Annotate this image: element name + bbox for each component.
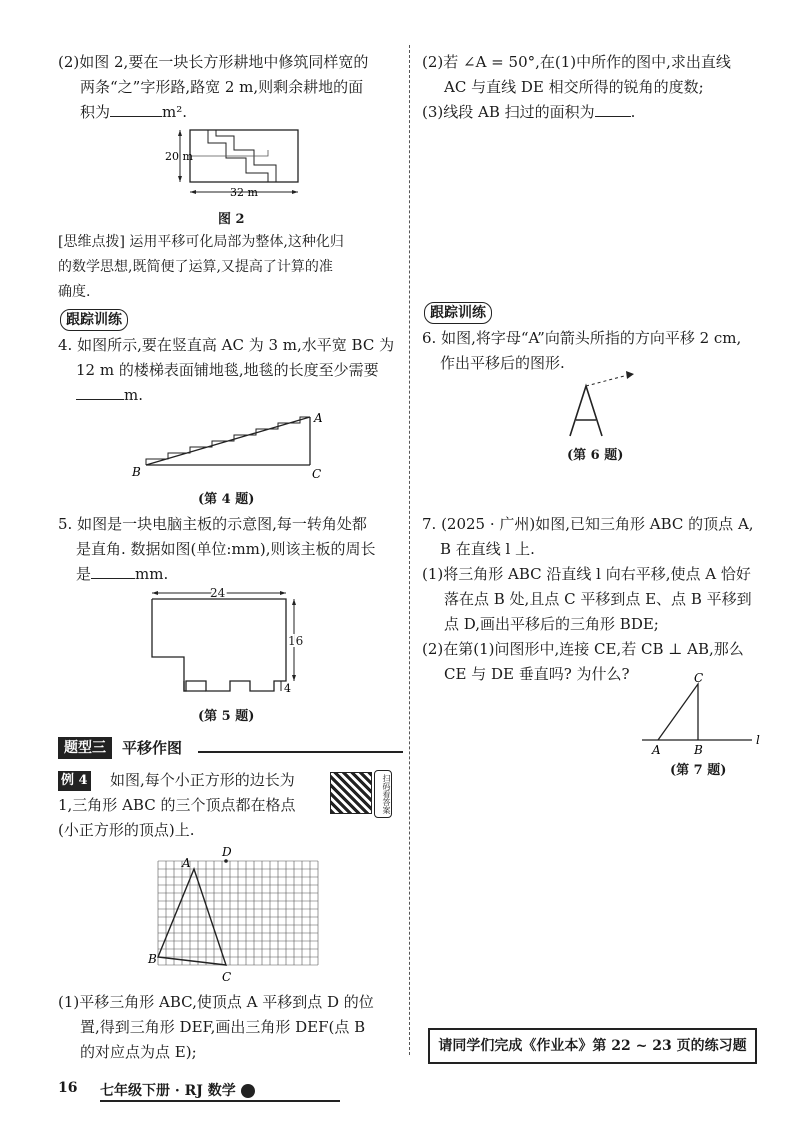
q4-line-3: m. bbox=[76, 383, 143, 408]
ex-q1-line-3: 的对应点为点 E); bbox=[80, 1043, 197, 1061]
q7-line-4: 落在点 B 处,且点 C 平移到点 E、点 B 平移到 bbox=[444, 590, 752, 608]
section-title: 平移作图 bbox=[122, 739, 183, 757]
page-number: 16 bbox=[58, 1080, 78, 1096]
answer-blank bbox=[91, 578, 135, 579]
fig2-label-32: 32 m bbox=[230, 186, 258, 199]
rq2-line-2: AC 与直线 DE 相交所得的锐角的度数; bbox=[444, 78, 704, 96]
grid-label-c: C bbox=[222, 970, 232, 984]
qr-code[interactable] bbox=[330, 772, 372, 814]
q7-line-3: (1)将三角形 ABC 沿直线 l 向右平移,使点 A 恰好 bbox=[422, 565, 751, 583]
section-rule bbox=[198, 751, 403, 753]
tip-line-2: 的数学思想,既简便了运算,又提高了计算的准 bbox=[58, 259, 333, 275]
fig7-caption: (第 7 题) bbox=[670, 763, 727, 778]
fig2-caption: 图 2 bbox=[218, 212, 245, 227]
fig7-label-a: A bbox=[652, 743, 661, 757]
grid-label-d: D bbox=[222, 845, 232, 859]
answer-blank bbox=[76, 399, 124, 400]
rq2-line-1: (2)若 ∠A = 50°,在(1)中所作的图中,求出直线 bbox=[422, 53, 731, 71]
qr-caption: 扫码看答案 bbox=[374, 770, 392, 818]
column-divider bbox=[409, 45, 410, 1055]
grid-label-a: A bbox=[182, 856, 191, 870]
answer-blank bbox=[110, 116, 162, 117]
fig7-label-l: l bbox=[756, 733, 760, 747]
ex-q1-line-1: (1)平移三角形 ABC,使顶点 A 平移到点 D 的位 bbox=[58, 993, 374, 1011]
fig5-label-4: 4 bbox=[284, 682, 291, 695]
tip-line-1: [思维点拨] 运用平移可化局部为整体,这种化归 bbox=[58, 234, 344, 250]
q7-line-6: (2)在第(1)问图形中,连接 CE,若 CB ⊥ AB,那么 bbox=[422, 640, 744, 658]
q6-line-1: 6. 如图,将字母“A”向箭头所指的方向平移 2 cm, bbox=[422, 329, 742, 347]
q2-line-2: 两条“之”字形路,路宽 2 m,则剩余耕地的面 bbox=[80, 78, 364, 96]
example-grid-figure bbox=[146, 845, 326, 985]
point-d bbox=[224, 859, 228, 863]
figure-5-board bbox=[146, 585, 306, 700]
figure-4-stairs bbox=[130, 410, 330, 485]
q5-line-3: 是 mm. bbox=[76, 565, 169, 583]
section-label: 题型三 bbox=[58, 737, 112, 759]
homework-note: 请同学们完成《作业本》第 22 ~ 23 页的练习题 bbox=[428, 1028, 757, 1064]
fig4-label-b: B bbox=[132, 465, 141, 479]
q7-line-1: 7. (2025 · 广州)如图,已知三角形 ABC 的顶点 A, bbox=[422, 515, 754, 533]
answer-blank bbox=[595, 116, 631, 117]
grid-lines bbox=[158, 861, 318, 965]
fig6-caption: (第 6 题) bbox=[567, 448, 624, 463]
figure-7-triangle bbox=[640, 672, 770, 757]
q2-line-1: (2)如图 2,要在一块长方形耕地中修筑同样宽的 bbox=[58, 53, 369, 71]
fig4-label-c: C bbox=[312, 467, 322, 481]
logo-icon bbox=[241, 1084, 255, 1098]
q7-line-5: 点 D,画出平移后的三角形 BDE; bbox=[444, 615, 659, 633]
q5-line-2: 是直角. 数据如图(单位:mm),则该主板的周长 bbox=[76, 540, 376, 558]
q6-line-2: 作出平移后的图形. bbox=[440, 354, 565, 372]
example-line-1: 如图,每个小正方形的边长为 bbox=[110, 771, 295, 789]
rq3-line: (3)线段 AB 扫过的面积为 . bbox=[422, 103, 636, 121]
example-line-2: 1,三角形 ABC 的三个顶点都在格点 bbox=[58, 796, 296, 814]
q4-line-2: 12 m 的楼梯表面铺地毯,地毯的长度至少需要 bbox=[76, 361, 379, 379]
fig5-label-16: 16 bbox=[288, 634, 304, 648]
arrow-head-icon bbox=[626, 371, 634, 379]
example-label: 例 4 bbox=[58, 771, 91, 791]
q2-line-3: 积为 m². bbox=[80, 103, 188, 121]
fig2-label-20: 20 m bbox=[165, 150, 193, 163]
fig5-caption: (第 5 题) bbox=[198, 709, 255, 724]
fig4-label-a: A bbox=[314, 411, 323, 425]
figure-2 bbox=[165, 128, 308, 210]
fig7-label-b: B bbox=[694, 743, 703, 757]
q7-line-7: CE 与 DE 垂直吗? 为什么? bbox=[444, 665, 630, 683]
q7-line-2: B 在直线 l 上. bbox=[440, 540, 535, 558]
tracking-training-tag: 跟踪训练 bbox=[60, 309, 128, 331]
fig4-caption: (第 4 题) bbox=[198, 492, 255, 507]
tracking-training-tag-2: 跟踪训练 bbox=[424, 302, 492, 324]
section-header bbox=[58, 737, 403, 759]
fig7-label-c: C bbox=[694, 671, 704, 685]
example-line-3: (小正方形的顶点)上. bbox=[58, 821, 195, 839]
ex-q1-line-2: 置,得到三角形 DEF,画出三角形 DEF(点 B bbox=[80, 1018, 366, 1036]
book-title: 七年级下册 · RJ 数学 bbox=[100, 1080, 340, 1102]
tip-line-3: 确度. bbox=[58, 284, 91, 300]
fig5-label-24: 24 bbox=[210, 586, 226, 600]
grid-label-b: B bbox=[148, 952, 157, 966]
q5-line-1: 5. 如图是一块电脑主板的示意图,每一转角处都 bbox=[58, 515, 367, 533]
q4-line-1: 4. 如图所示,要在竖直高 AC 为 3 m,水平宽 BC 为 bbox=[58, 336, 395, 354]
figure-6-letter-a bbox=[560, 370, 660, 442]
